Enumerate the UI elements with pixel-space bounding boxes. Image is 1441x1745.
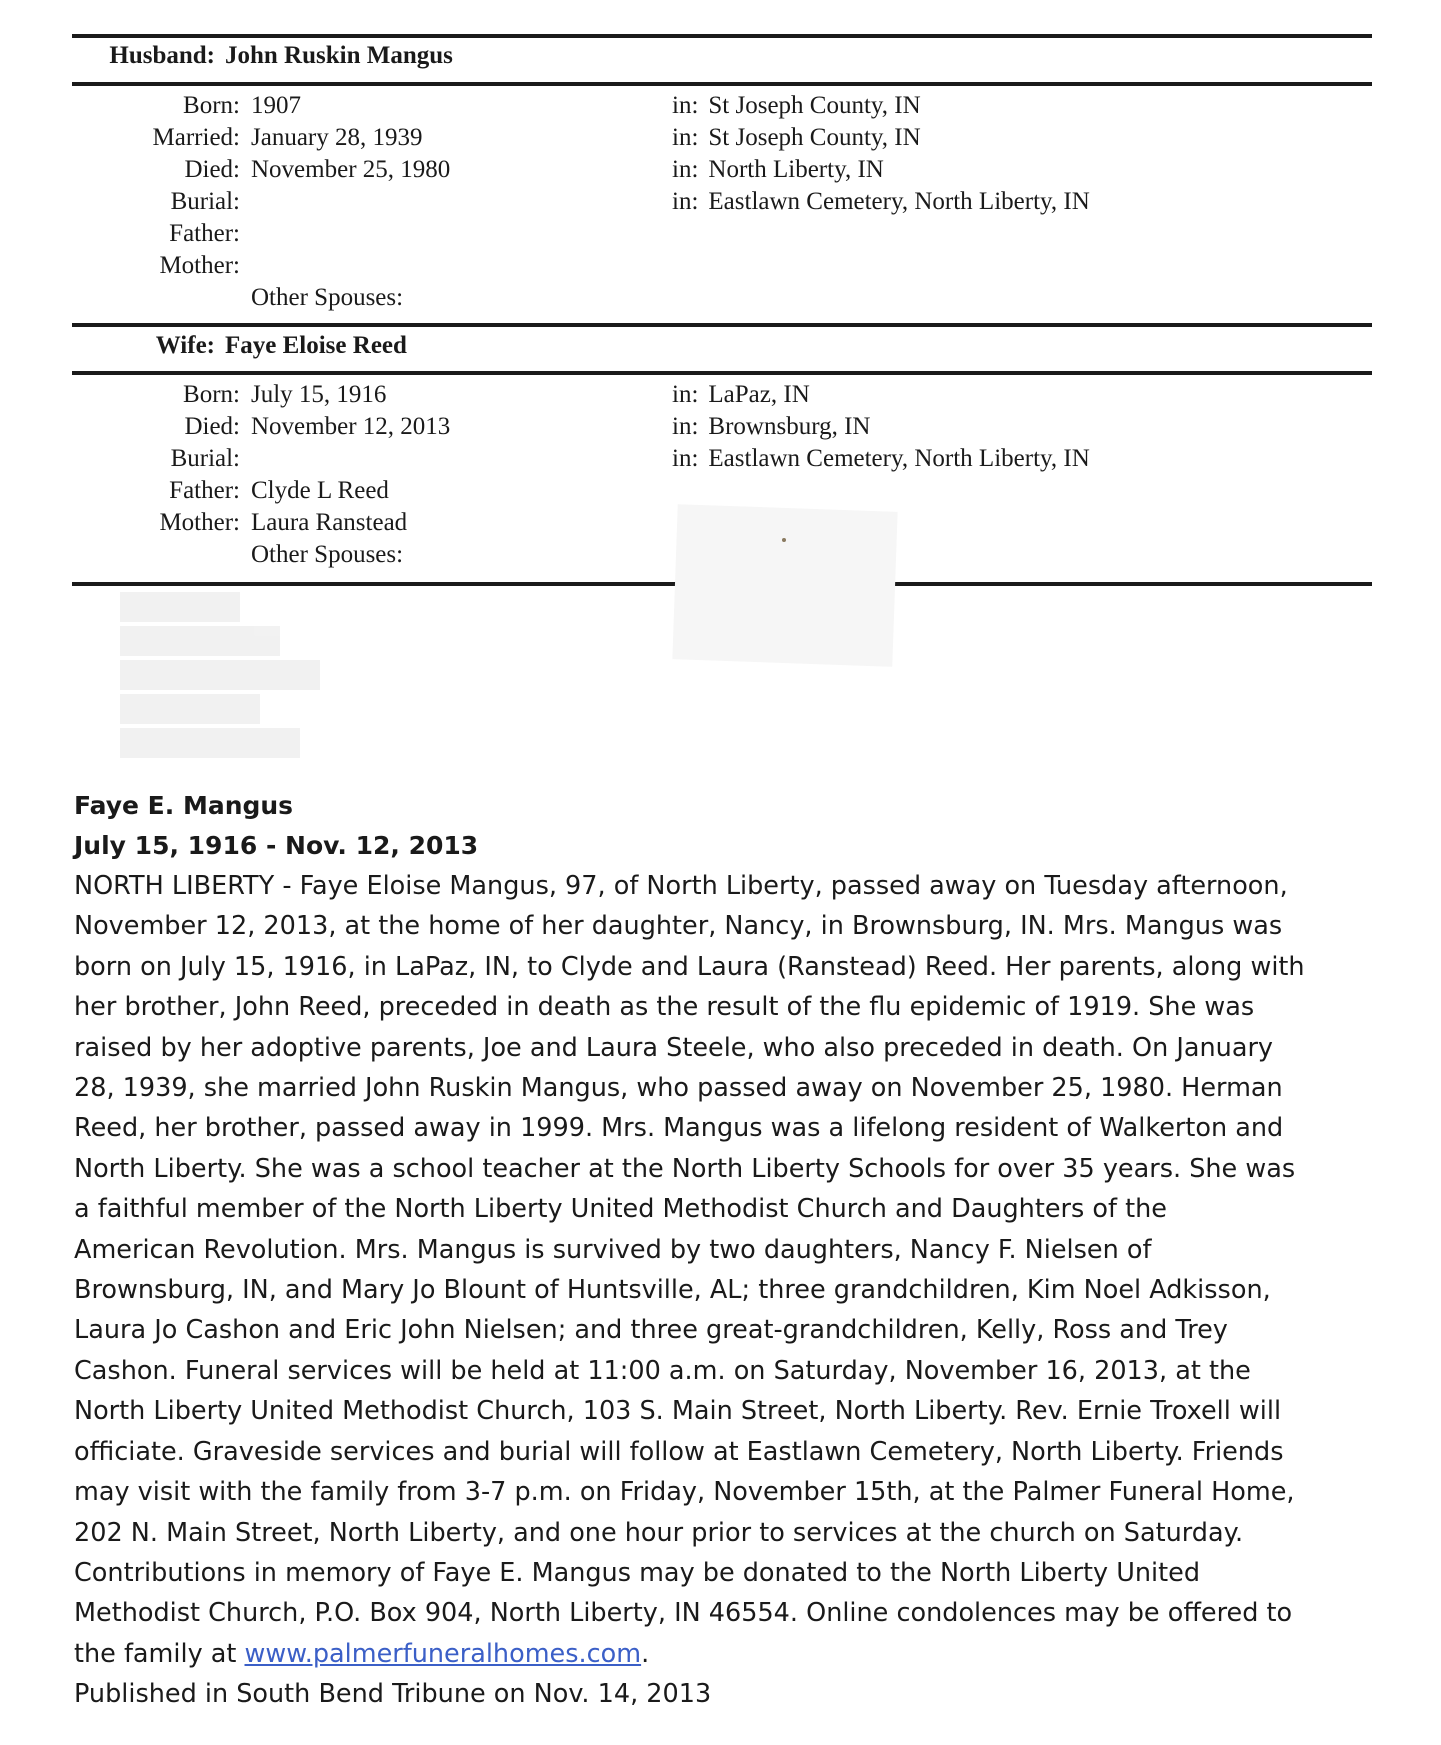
- field-row: [110, 122, 1360, 154]
- field-row: [110, 186, 1360, 218]
- wife-top-rule: [72, 323, 1372, 327]
- wife-heading: [70, 332, 407, 360]
- obituary-line: 28, 1939, she married John Ruskin Mangus, who passed away on November 25, 1980. Herman: [74, 1073, 1283, 1104]
- field-label: Died:: [184, 156, 240, 183]
- field-value: November 12, 2013: [251, 413, 451, 440]
- obituary-line: Cashon. Funeral services will be held at 11:00 a.m. on Saturday, November 16, 2013, at the: [74, 1355, 1251, 1386]
- obituary-line: Brownsburg, IN, and Mary Jo Blount of Huntsville, AL; three grandchildren, Kim Noel Adkisson,: [74, 1275, 1271, 1306]
- place-prefix: in:: [672, 381, 699, 408]
- top-rule: [72, 34, 1372, 38]
- obituary-line: may visit with the family from 3-7 p.m. on Friday, November 15th, at the Palmer Funeral Home,: [74, 1477, 1295, 1508]
- field-label: Mother:: [159, 509, 240, 536]
- field-row: [110, 475, 1360, 507]
- obituary-line: officiate. Graveside services and burial will follow at Eastlawn Cemetery, North Liberty. Friends: [74, 1436, 1284, 1467]
- field-label: Burial:: [170, 445, 240, 472]
- field-label: Father:: [169, 477, 240, 504]
- field-row: [110, 443, 1360, 475]
- field-value: Clyde L Reed: [251, 477, 389, 504]
- husband-label: Husband:: [109, 42, 215, 69]
- field-place: [672, 90, 921, 122]
- obituary-name: Faye E. Mangus: [74, 791, 294, 820]
- wife-rule: [72, 371, 1372, 375]
- bleed-through: [120, 592, 480, 762]
- field-value: January 28, 1939: [251, 124, 423, 151]
- obituary-line: November 12, 2013, at the home of her daughter, Nancy, in Brownsburg, IN. Mrs. Mangus was: [74, 911, 1283, 942]
- field-row: [110, 218, 1360, 250]
- place-prefix: in:: [672, 188, 699, 215]
- obituary-line: raised by her adoptive parents, Joe and Laura Steele, who also preceded in death. On January: [74, 1032, 1274, 1063]
- place-value: Eastlawn Cemetery, North Liberty, IN: [708, 445, 1090, 472]
- obituary-last-line: [74, 1634, 1374, 1674]
- published-note: Published in South Bend Tribune on Nov. 14, 2013: [74, 1679, 712, 1710]
- place-value: LaPaz, IN: [708, 381, 810, 408]
- field-place: [672, 154, 884, 186]
- field-value: November 25, 1980: [251, 156, 451, 183]
- field-row: [110, 90, 1360, 122]
- field-label: Born:: [183, 92, 240, 119]
- place-prefix: in:: [672, 124, 699, 151]
- last-line-suffix: .: [641, 1638, 650, 1669]
- scan-speck: [782, 538, 786, 542]
- husband-rule: [72, 82, 1372, 86]
- husband-fields: [110, 90, 1360, 314]
- field-row: [110, 411, 1360, 443]
- obituary-line: American Revolution. Mrs. Mangus is survived by two daughters, Nancy F. Nielsen of: [74, 1234, 1152, 1265]
- place-prefix: in:: [672, 156, 699, 183]
- obituary-line: Laura Jo Cashon and Eric John Nielsen; and three great-grandchildren, Kelly, Ross and Trey: [74, 1315, 1228, 1346]
- place-value: Brownsburg, IN: [708, 413, 871, 440]
- field-label: Died:: [184, 413, 240, 440]
- scan-smudge: [672, 504, 897, 667]
- obituary-line: Methodist Church, P.O. Box 904, North Liberty, IN 46554. Online condolences may be offered to: [74, 1598, 1293, 1629]
- field-place: [672, 122, 921, 154]
- obituary-line: a faithful member of the North Liberty United Methodist Church and Daughters of the: [74, 1194, 1167, 1225]
- obituary-line: born on July 15, 1916, in LaPaz, IN, to Clyde and Laura (Ranstead) Reed. Her parents, along with: [74, 951, 1305, 982]
- place-value: Eastlawn Cemetery, North Liberty, IN: [708, 188, 1090, 215]
- field-label: Father:: [169, 220, 240, 247]
- obituary-body: [74, 866, 1374, 1634]
- obituary-line: North Liberty United Methodist Church, 103 S. Main Street, North Liberty. Rev. Ernie Troxell will: [74, 1396, 1282, 1427]
- field-value: 1907: [251, 92, 301, 119]
- other-spouses-label: Other Spouses:: [251, 284, 404, 311]
- funeral-home-link[interactable]: www.palmerfuneralhomes.com: [244, 1638, 642, 1669]
- field-label: Burial:: [170, 188, 240, 215]
- husband-heading: [46, 42, 453, 70]
- obituary-line: her brother, John Reed, preceded in death as the result of the flu epidemic of 1919. She was: [74, 992, 1255, 1023]
- field-value: Laura Ranstead: [251, 509, 408, 536]
- place-value: St Joseph County, IN: [708, 92, 921, 119]
- obituary-line: North Liberty. She was a school teacher at the North Liberty Schools for over 35 years. She was: [74, 1153, 1296, 1184]
- obituary-line: NORTH LIBERTY - Faye Eloise Mangus, 97, of North Liberty, passed away on Tuesday afternoon,: [74, 871, 1288, 901]
- place-value: North Liberty, IN: [708, 156, 884, 183]
- other-spouses-row: [110, 282, 1360, 314]
- obituary-dates: July 15, 1916 - Nov. 12, 2013: [74, 831, 479, 860]
- field-label: Mother:: [159, 252, 240, 279]
- place-prefix: in:: [672, 92, 699, 119]
- field-row: [110, 379, 1360, 411]
- field-label: Born:: [183, 381, 240, 408]
- field-label: Married:: [152, 124, 240, 151]
- field-value: July 15, 1916: [251, 381, 387, 408]
- field-place: [672, 186, 1090, 218]
- place-prefix: in:: [672, 445, 699, 472]
- field-row: [110, 154, 1360, 186]
- wife-name: Faye Eloise Reed: [225, 332, 407, 359]
- place-value: St Joseph County, IN: [708, 124, 921, 151]
- obituary-line: Reed, her brother, passed away in 1999. Mrs. Mangus was a lifelong resident of Walkerton and: [74, 1113, 1284, 1144]
- obituary-line: 202 N. Main Street, North Liberty, and one hour prior to services at the church on Saturday.: [74, 1517, 1244, 1548]
- obituary: [74, 786, 1374, 1715]
- husband-name: John Ruskin Mangus: [225, 42, 453, 69]
- wife-label: Wife:: [155, 332, 215, 359]
- field-row: [110, 250, 1360, 282]
- obituary-line: Contributions in memory of Faye E. Mangus may be donated to the North Liberty United: [74, 1557, 1201, 1588]
- place-prefix: in:: [672, 413, 699, 440]
- other-spouses-label: Other Spouses:: [251, 541, 404, 568]
- last-line-prefix: the family at: [74, 1638, 245, 1669]
- field-place: [672, 379, 810, 411]
- field-place: [672, 411, 870, 443]
- field-place: [672, 443, 1090, 475]
